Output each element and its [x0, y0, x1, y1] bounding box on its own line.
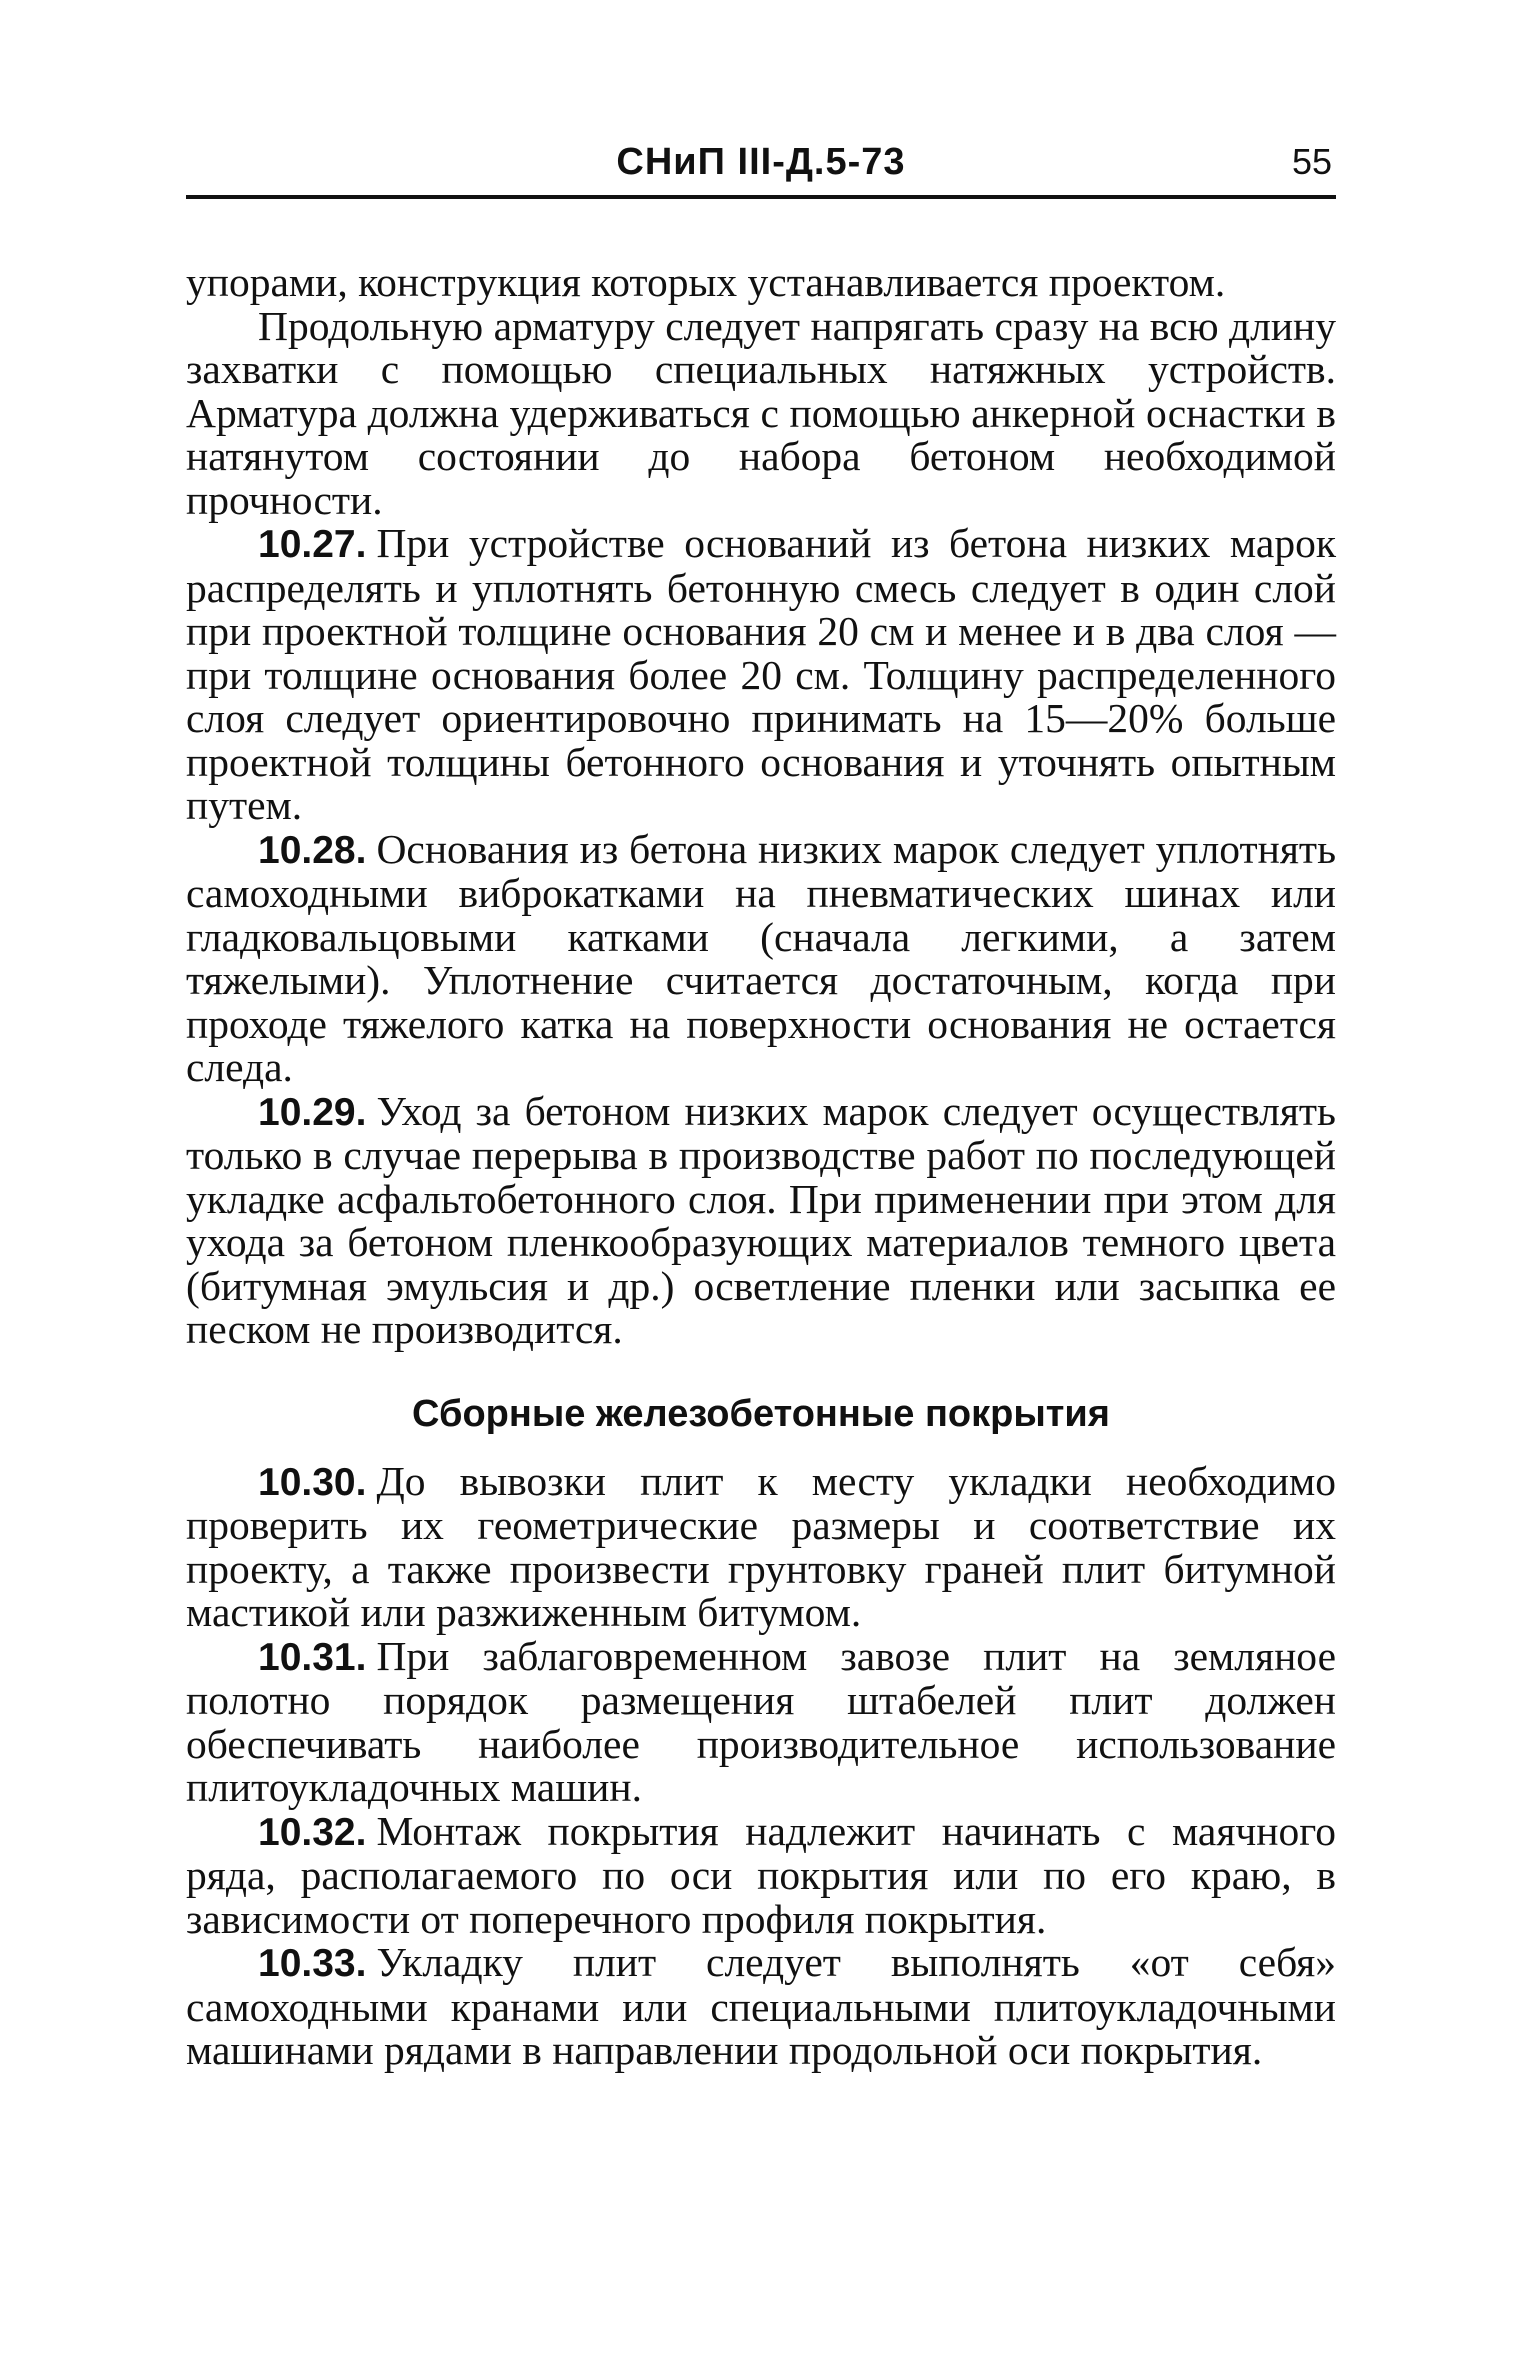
- clause-paragraph: [186, 522, 1336, 828]
- paragraph-text: Уход за бетоном низких марок следует осуществлять только в случае перерыва в производстве работ по последующей укладке асфальтобетонного слоя. При применении при этом для ухода за бетоном пленкообразующих материалов темного цвета (битумная эмульсия и др.) осветление пленки или засыпка ее песком не производится.: [186, 1087, 1336, 1352]
- paragraph-text: До вывозки плит к месту укладки необходимо проверить их геометрические размеры и соответствие их проекту, а также произвести грунтовку граней плит битумной мастикой или разжиженным битумом.: [186, 1457, 1336, 1635]
- clause-number: 10.31.: [258, 1635, 367, 1679]
- paragraph-text: Укладку плит следует выполнять «от себя» самоходными кранами или специальными плитоукладочными машинами рядами в направлении продольной оси покрытия.: [186, 1939, 1336, 2073]
- document-code: СНиП III-Д.5-73: [616, 141, 906, 183]
- paragraphs-after-heading: [186, 1457, 1336, 2073]
- clause-number: 10.30.: [258, 1460, 367, 1504]
- paragraph-text: При устройстве оснований из бетона низких марок распределять и уплотнять бетонную смесь следует в один слой при проектной толщине основания 20 см и менее и в два слоя — при толщине основания более 20 см. Толщину распределенного слоя следует ориентировочно принимать на 15—20% больше проектной толщины бетонного основания и уточнять опытным путем.: [186, 520, 1336, 828]
- body-text: [186, 261, 1336, 2073]
- paragraph-text: Монтаж покрытия надлежит начинать с маячного ряда, располагаемого по оси покрытия или по его краю, в зависимости от поперечного профиля покрытия.: [186, 1807, 1336, 1942]
- paragraph-text: При заблаговременном завозе плит на земляное полотно порядок размещения штабелей плит должен обеспечивать наиболее производительное использование плитоукладочных машин.: [186, 1632, 1336, 1810]
- clause-paragraph: [186, 1807, 1336, 1942]
- clause-number: 10.32.: [258, 1810, 367, 1854]
- page-number: 55: [1291, 141, 1332, 182]
- paragraph-text: упорами, конструкция которых устанавливается проектом.: [186, 259, 1226, 305]
- clause-paragraph: [186, 1087, 1336, 1352]
- clause-paragraph: [186, 1632, 1336, 1810]
- text-paragraph: [186, 261, 1336, 305]
- clause-paragraph: [186, 825, 1336, 1090]
- document-page: [186, 135, 1336, 2073]
- running-header: [186, 135, 1336, 199]
- text-paragraph: [186, 302, 1336, 523]
- paragraph-text: Основания из бетона низких марок следует уплотнять самоходными виброкатками на пневматических шинах или гладковальцовыми катками (сначала легкими, а затем тяжелыми). Уплотнение считается достаточным, когда при проходе тяжелого катка на поверхности основания не остается следа.: [186, 825, 1336, 1090]
- clause-paragraph: [186, 1941, 1336, 2073]
- clause-number: 10.29.: [258, 1090, 367, 1134]
- paragraph-text: Продольную арматуру следует напрягать сразу на всю длину захватки с помощью специальных натяжных устройств. Арматура должна удерживаться с помощью анкерной оснастки в натянутом состоянии до набора бетоном необходимой прочности.: [186, 302, 1336, 523]
- clause-number: 10.33.: [258, 1942, 367, 1985]
- clause-number: 10.27.: [258, 523, 367, 566]
- paragraphs-before-heading: [186, 261, 1336, 1352]
- clause-paragraph: [186, 1457, 1336, 1635]
- clause-number: 10.28.: [258, 828, 367, 872]
- section-heading: Сборные железобетонные покрытия: [412, 1392, 1110, 1435]
